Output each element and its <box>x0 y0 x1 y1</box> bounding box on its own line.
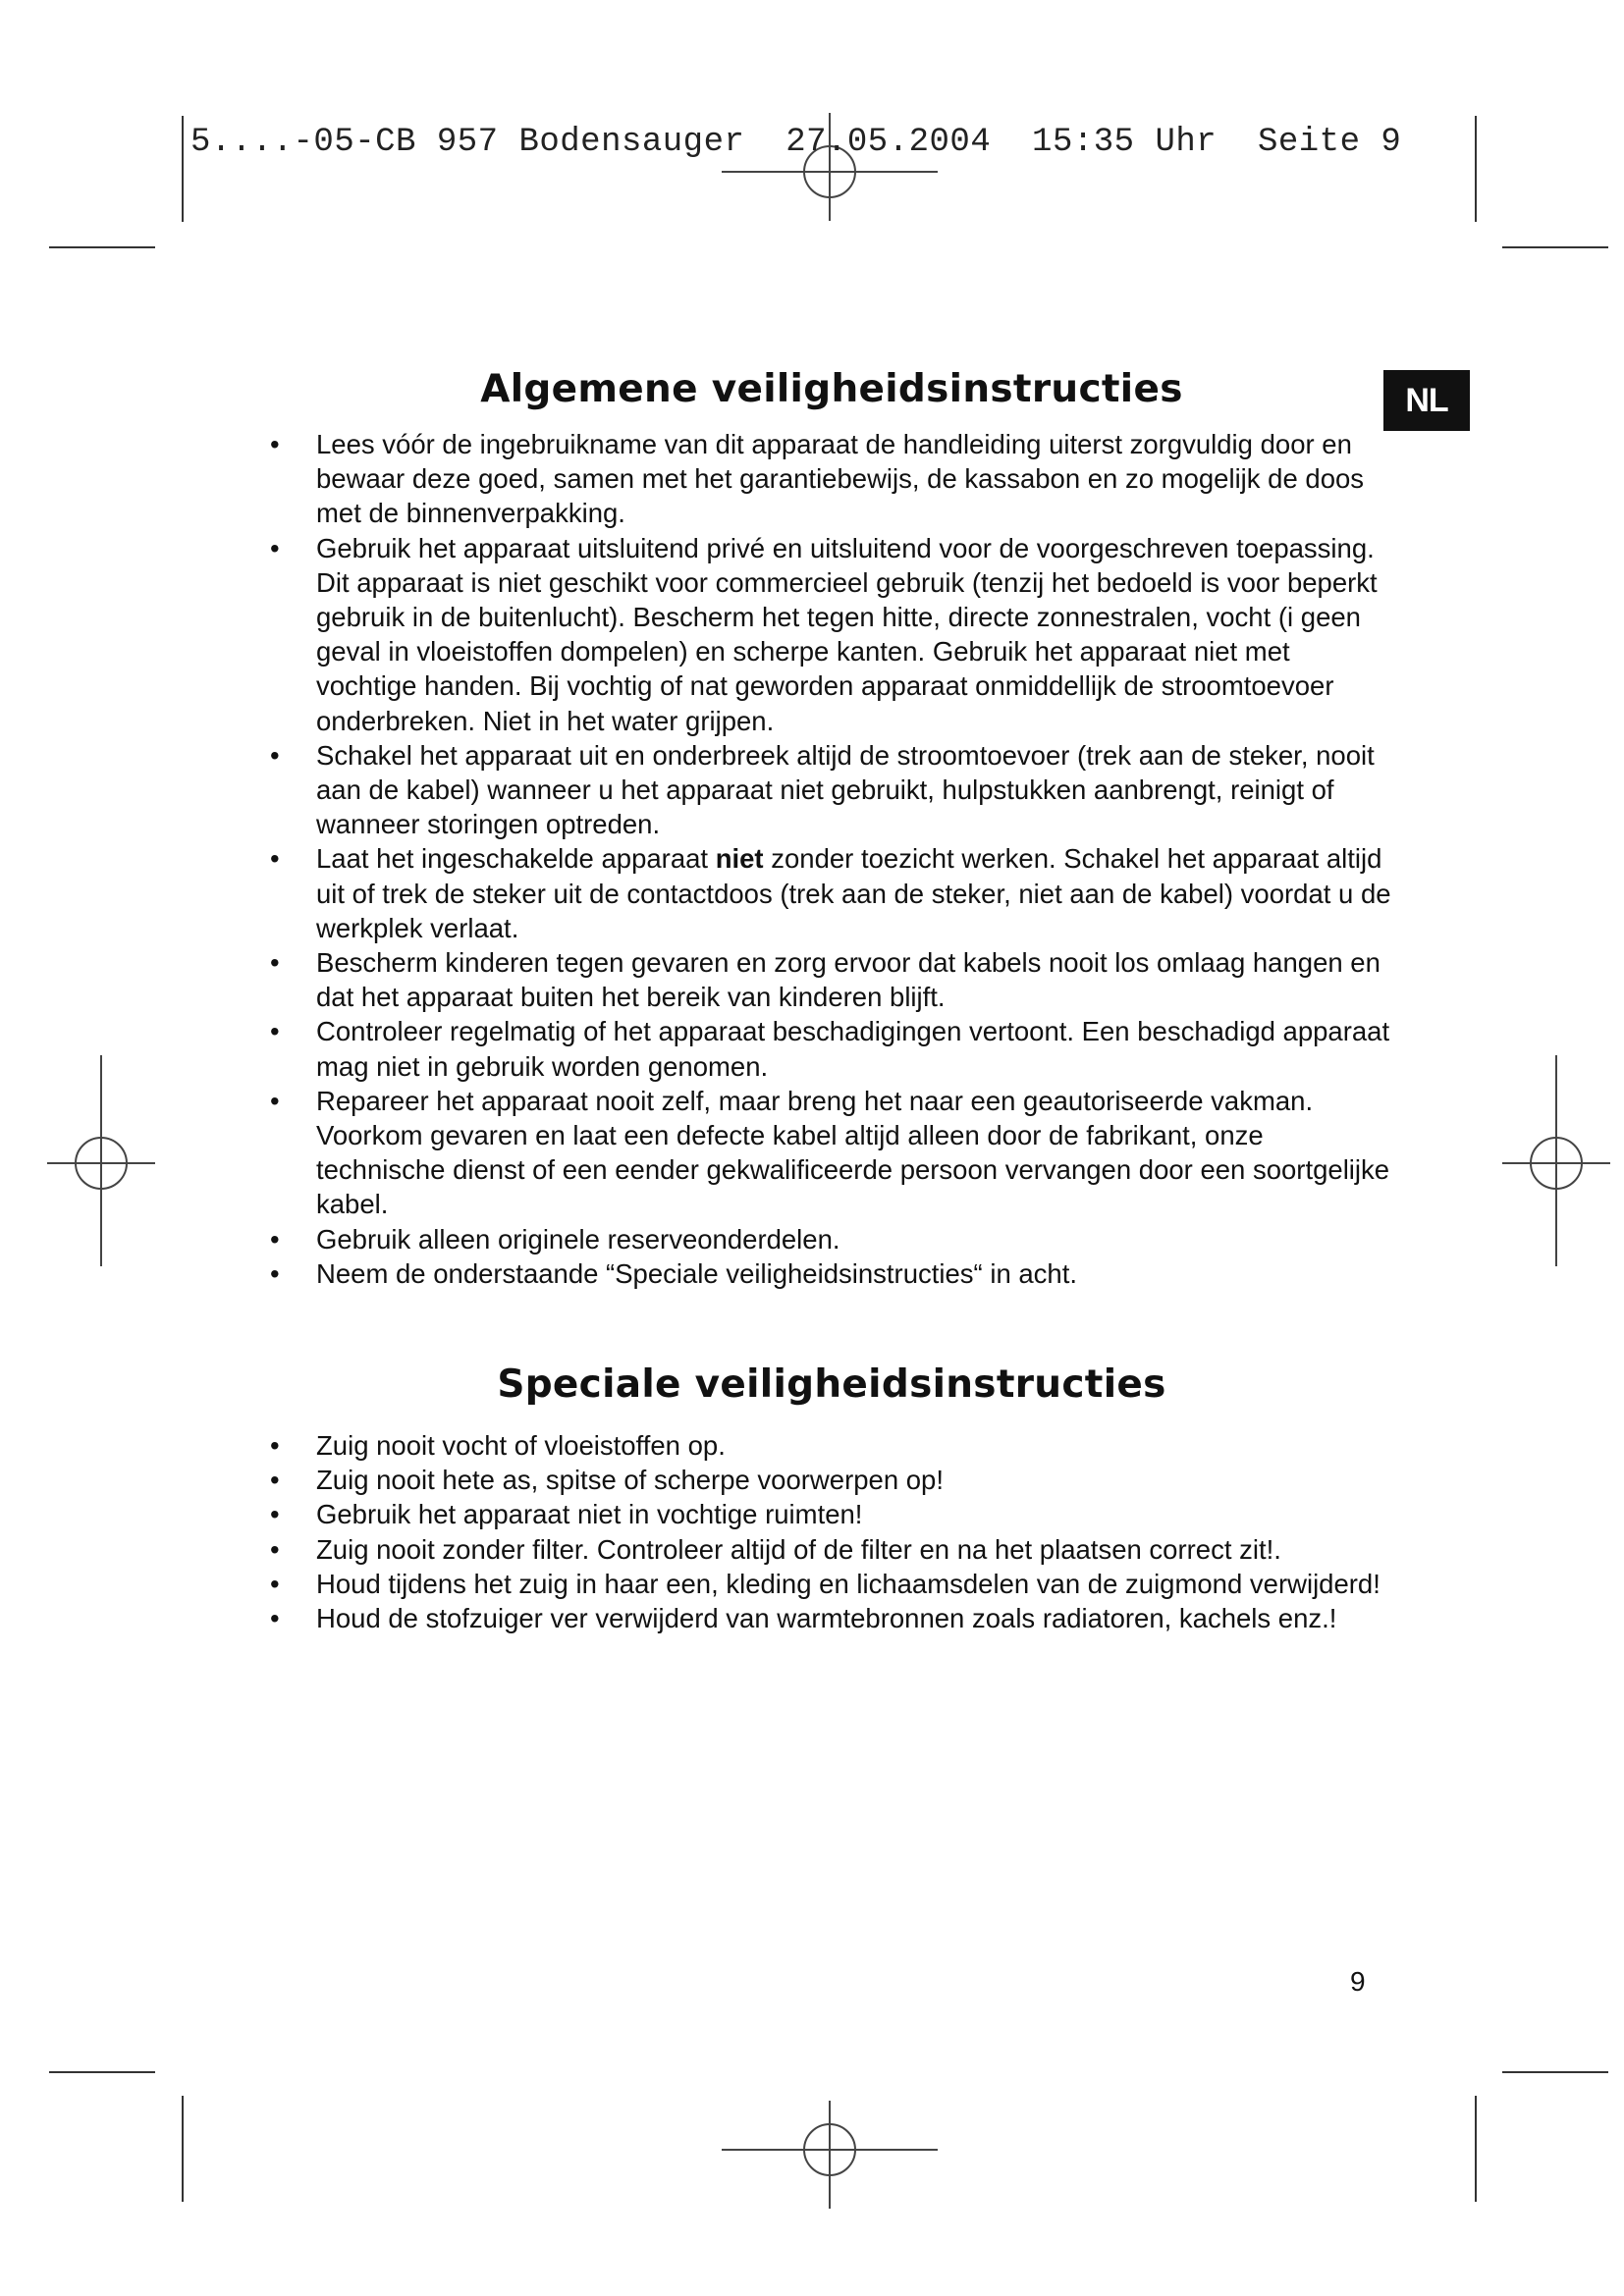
list-item: • Gebruik het apparaat niet in vochtige ruimten! <box>270 1499 863 1530</box>
print-slug-header: 5....-05-CB 957 Bodensauger 27.05.2004 15:35 Uhr Seite 9 <box>190 124 1402 161</box>
list-item: • Gebruik het apparaat uitsluitend privé en uitsluitend voor de voorgeschreven toepassing. Dit apparaat is niet geschikt voor commercieel gebruik (tenzij het bedoeld is voor beperkt gebruik in de buitenlucht). Bescherm het tegen hitte, directe zonnestralen, vocht (i geen geval in vloeistoffen dompelen) en scherpe kanten. Gebruik het apparaat niet met vochtige handen. Bij vochtig of nat geworden apparaat onmiddellijk de stroomtoevoer onderbreken. Niet in het water grijpen. <box>270 532 1378 736</box>
page-number: 9 <box>1350 1966 1366 1997</box>
general-safety-list <box>267 427 1396 1291</box>
list-item: • Repareer het apparaat nooit zelf, maar breng het naar een geautoriseerde vakman. Voorkom gevaren en laat een defecte kabel altijd alleen door de fabrikant, onze technische dienst of een eender gekwalificeerde persoon vervangen door een soortgelijke kabel. <box>270 1085 1390 1220</box>
crop-mark-bottom-right-vertical <box>1475 2096 1477 2202</box>
crop-mark-bottom-left-vertical <box>182 2096 184 2202</box>
list-item: • Bescherm kinderen tegen gevaren en zorg ervoor dat kabels nooit los omlaag hangen en dat het apparaat buiten het bereik van kinderen blijft. <box>270 947 1380 1013</box>
list-item: • Zuig nooit vocht of vloeistoffen op. <box>270 1430 726 1461</box>
list-item: • Houd tijdens het zuig in haar een, kleding en lichaamsdelen van de zuigmond verwijderd! <box>270 1568 1380 1599</box>
special-safety-list <box>267 1428 1396 1635</box>
section-title-special: Speciale veiligheidsinstructies <box>497 1362 1166 1407</box>
general-safety-section <box>267 367 1396 1291</box>
list-item: • Laat het ingeschakelde apparaat niet zonder toezicht werken. Schakel het apparaat altijd uit of trek de steker uit de contactdoos (trek aan de steker, niet aan de kabel) voordat u de werkplek verlaat. <box>270 843 1391 943</box>
list-item: • Lees vóór de ingebruikname van dit apparaat de handleiding uiterst zorgvuldig door en bewaar deze goed, samen met het garantiebewijs, de kassabon en zo mogelijk de doos met de binnenverpakking. <box>270 429 1365 529</box>
language-tab: NL <box>1383 370 1470 431</box>
emphasis-niet: niet <box>715 843 764 875</box>
section-title-general: Algemene veiligheidsinstructies <box>480 367 1183 411</box>
registration-mark-right <box>1502 1055 1610 1266</box>
crop-mark-top-left-horizontal <box>49 246 155 248</box>
list-item: • Houd de stofzuiger ver verwijderd van warmtebronnen zoals radiatoren, kachels enz.! <box>270 1603 1337 1634</box>
crop-mark-bottom-right-horizontal <box>1502 2071 1608 2073</box>
list-item: • Neem de onderstaande “Speciale veiligheidsinstructies“ in acht. <box>270 1257 1078 1289</box>
special-safety-section <box>267 1362 1396 1635</box>
list-item: • Controleer regelmatig of het apparaat beschadigingen vertoont. Een beschadigd apparaat mag niet in gebruik worden genomen. <box>270 1016 1390 1082</box>
list-item: • Zuig nooit hete as, spitse of scherpe voorwerpen op! <box>270 1465 944 1496</box>
list-item: • Gebruik alleen originele reserveonderdelen. <box>270 1223 840 1255</box>
crop-mark-bottom-left-horizontal <box>49 2071 155 2073</box>
list-item: • Schakel het apparaat uit en onderbreek altijd de stroomtoevoer (trek aan de steker, nooit aan de kabel) wanneer u het apparaat niet gebruikt, hulpstukken aanbrengt, reinigt of wanneer storingen optreden. <box>270 739 1375 840</box>
registration-mark-left <box>47 1055 155 1266</box>
crop-mark-top-left-vertical <box>182 116 184 222</box>
crop-mark-top-right-vertical <box>1475 116 1477 222</box>
crop-mark-top-right-horizontal <box>1502 246 1608 248</box>
registration-mark-bottom <box>722 2101 938 2209</box>
list-item: • Zuig nooit zonder filter. Controleer altijd of de filter en na het plaatsen correct zit!. <box>270 1533 1281 1565</box>
